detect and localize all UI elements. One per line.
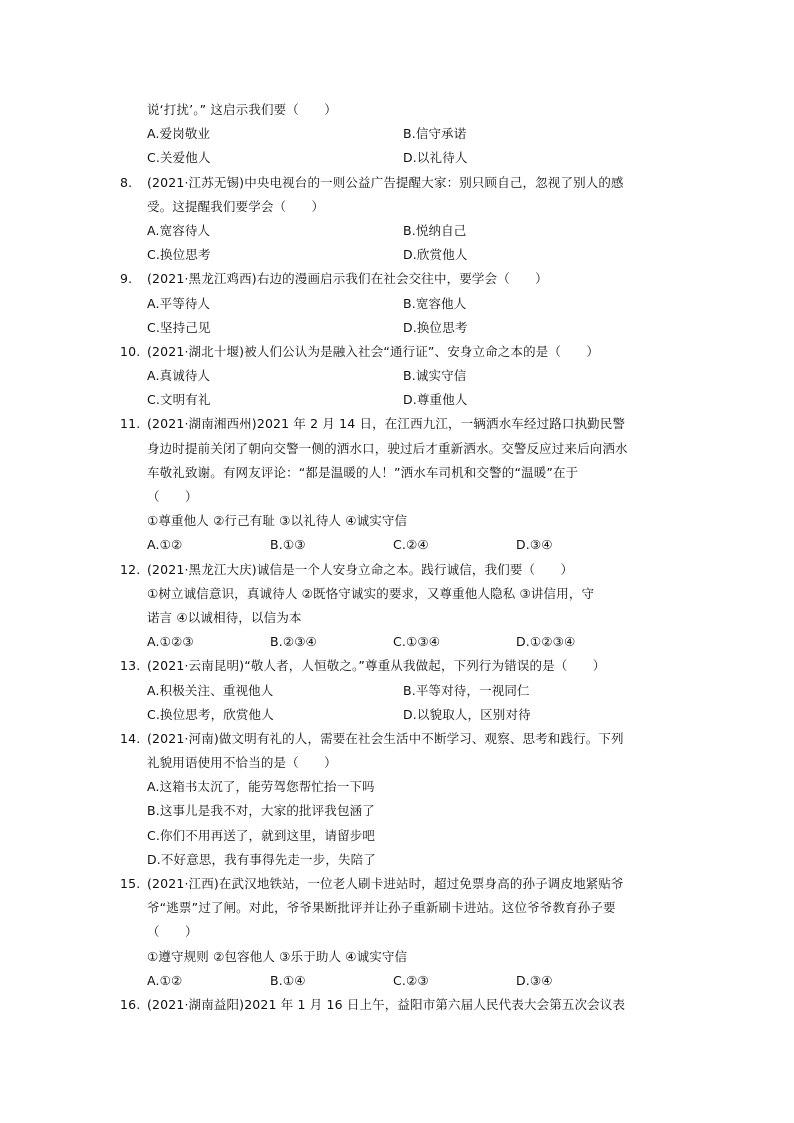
option-a[interactable]: A.积极关注、重视他人	[147, 682, 274, 698]
option-b[interactable]: B.平等对待，一视同仁	[403, 682, 530, 698]
question-stem-line: (2021·江西)在武汉地铁站，一位老人刷卡进站时，超过免票身高的孙子调皮地紧贴爷	[147, 876, 624, 891]
option-b[interactable]: B.①③	[270, 537, 306, 553]
options-row	[120, 533, 682, 557]
options-row	[120, 679, 682, 703]
question-list	[120, 98, 682, 1017]
question-stem-line: （ ）	[147, 489, 198, 504]
question-stem-line: (2021·湖南益阳)2021 年 1 月 16 日上午，益阳市第六届人民代表大会第五次会议表	[147, 996, 626, 1012]
question-number: 16.	[120, 996, 141, 1012]
options-row	[120, 243, 682, 267]
question-stem-line: (2021·黑龙江大庆)诚信是一个人安身立命之本。践行诚信，我们要（ ）	[147, 561, 574, 577]
option-d[interactable]: D.③④	[516, 972, 553, 988]
question-number: 11.	[120, 416, 141, 432]
option-d[interactable]: D.不好意思，我有事得先走一步，失陪了	[147, 851, 376, 867]
question-stem-line: (2021·云南昆明)“敬人者，人恒敬之。”尊重从我做起，下列行为错误的是（ ）	[147, 658, 606, 674]
question-number: 10.	[120, 343, 141, 359]
question-stem-line: 礼貌用语使用不恰当的是（ ）	[147, 755, 337, 771]
option-a[interactable]: A.①②③	[147, 634, 194, 650]
option-b[interactable]: B.②③④	[270, 634, 317, 650]
option-d[interactable]: D.③④	[516, 537, 553, 553]
option-a[interactable]: A.宽容待人	[147, 222, 211, 238]
option-c[interactable]: C.②④	[393, 537, 429, 553]
option-c[interactable]: C.关爱他人	[147, 150, 211, 166]
question-13	[120, 654, 682, 727]
question-stem-line: 受。这提醒我们要学会（ ）	[147, 198, 325, 214]
option-d[interactable]: D.换位思考	[403, 319, 468, 335]
question-choices-line: ①遵守规则 ②包容他人 ③乐于助人 ④诚实守信	[147, 948, 408, 964]
question-16	[120, 993, 682, 1017]
option-c[interactable]: C.文明有礼	[147, 392, 211, 408]
question-choices-line: 诺言 ④以诚相待，以信为本	[147, 609, 302, 625]
options-row	[120, 292, 682, 316]
option-c[interactable]: C.坚持己见	[147, 319, 211, 335]
option-d[interactable]: D.尊重他人	[403, 392, 468, 408]
question-14	[120, 727, 682, 872]
option-b[interactable]: B.诚实守信	[403, 368, 467, 384]
option-a[interactable]: A.这箱书太沉了，能劳驾您帮忙抬一下吗	[147, 779, 375, 795]
option-d[interactable]: D.以貌取人，区别对待	[403, 706, 531, 722]
option-b[interactable]: B.这事儿是我不对，大家的批评我包涵了	[147, 803, 375, 819]
question-7-options-row	[120, 122, 682, 146]
option-b[interactable]: B.宽容他人	[403, 295, 467, 311]
question-7-stem-tail: 说‘打扰’。” 这启示我们要（ ）	[147, 102, 337, 117]
question-stem-line: 车敬礼致谢。有网友评论：“都是温暖的人！”洒水车司机和交警的“温暖”在于	[147, 464, 579, 480]
question-stem-line: (2021·湖北十堰)被人们公认为是融入社会“通行证”、安身立命之本的是（ ）	[147, 343, 599, 359]
question-stem-line: (2021·江苏无锡)中央电视台的一则公益广告提醒大家：别只顾自己，忽视了别人的感	[147, 174, 624, 190]
options-row	[120, 388, 682, 412]
question-7-options-row	[120, 146, 682, 170]
question-number: 14.	[120, 730, 141, 746]
question-8	[120, 171, 682, 268]
options-row	[120, 630, 682, 654]
options-row	[120, 219, 682, 243]
question-number: 15.	[120, 876, 141, 891]
option-c[interactable]: C.换位思考	[147, 247, 211, 263]
question-number: 13.	[120, 658, 141, 674]
question-12	[120, 558, 682, 655]
option-a[interactable]: A.真诚待人	[147, 368, 211, 384]
question-10	[120, 340, 682, 413]
question-11	[120, 412, 682, 557]
question-number: 8.	[120, 174, 133, 190]
option-b[interactable]: B.①④	[270, 972, 306, 988]
option-d[interactable]: D.①②③④	[516, 634, 576, 650]
option-b[interactable]: B.信守承诺	[403, 126, 467, 142]
option-c[interactable]: C.①③④	[393, 634, 441, 650]
question-stem-line: (2021·河南)做文明有礼的人，需要在社会生活中不断学习、观察、思考和践行。下列	[147, 730, 624, 746]
options-row	[120, 364, 682, 388]
question-stem-line: (2021·湖南湘西州)2021 年 2 月 14 日，在江西九江，一辆洒水车经过路口执勤民警	[147, 416, 626, 432]
question-stem-line: （ ）	[147, 924, 198, 940]
option-a[interactable]: A.平等待人	[147, 295, 211, 311]
question-stem-line: (2021·黑龙江鸡西)右边的漫画启示我们在社会交往中，要学会（ ）	[147, 271, 548, 287]
option-a[interactable]: A.爱岗敬业	[147, 126, 211, 142]
option-c[interactable]: C.换位思考，欣赏他人	[147, 706, 274, 722]
option-d[interactable]: D.以礼待人	[403, 150, 468, 166]
question-choices-line: ①树立诚信意识，真诚待人 ②既恪守诚实的要求，又尊重他人隐私 ③讲信用，守	[147, 585, 595, 601]
question-number: 9.	[120, 271, 133, 287]
option-a[interactable]: A.①②	[147, 972, 183, 988]
option-d[interactable]: D.欣赏他人	[403, 247, 468, 263]
option-c[interactable]: C.②③	[393, 972, 429, 988]
options-row	[120, 969, 682, 993]
question-9	[120, 267, 682, 340]
question-stem-line: 身边时提前关闭了朝向交警一侧的洒水口，驶过后才重新洒水。交警反应过来后向洒水	[147, 440, 628, 456]
question-stem-line: 爷“逃票”过了闸。对此，爷爷果断批评并让孙子重新刷卡进站。这位爷爷教育孙子要	[147, 900, 616, 916]
question-number: 12.	[120, 561, 141, 577]
question-choices-line: ①尊重他人 ②行己有耻 ③以礼待人 ④诚实守信	[147, 513, 408, 529]
option-b[interactable]: B.悦纳自己	[403, 222, 467, 238]
option-c[interactable]: C.你们不用再送了，就到这里，请留步吧	[147, 827, 376, 843]
options-row	[120, 316, 682, 340]
option-a[interactable]: A.①②	[147, 537, 183, 553]
options-row	[120, 703, 682, 727]
question-15	[120, 872, 682, 993]
